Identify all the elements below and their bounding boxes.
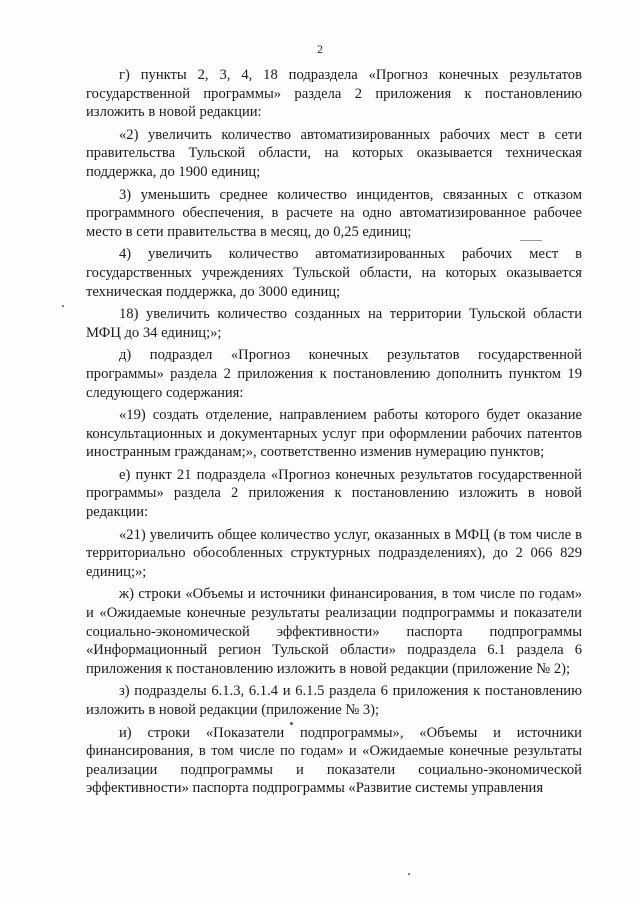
paragraph-item-21: «21) увеличить общее количество услуг, оказанных в МФЦ (в том числе в территориально обособленных структурных подразделениях), до 2 066 829 единиц;»; xyxy=(86,526,582,580)
scan-speck xyxy=(520,240,542,241)
paragraph-zh: ж) строки «Объемы и источники финансирования, в том числе по годам» и «Ожидаемые конечные результаты реализации подпрограммы и показатели социально-экономической эффективности» паспорта подпрограммы «Информационный регион Тульской области» подраздела 6.1 раздела 6 приложения к постановлению изложить в новой редакции (приложение № 2); xyxy=(86,586,582,677)
paragraph-z: з) подразделы 6.1.3, 6.1.4 и 6.1.5 раздела 6 приложения к постановлению изложить в новой редакции (приложение № 3); xyxy=(86,683,582,718)
paragraph-i: и) строки «Показатели подпрограммы», «Объемы и источники финансирования, в том числе по годам» и «Ожидаемые конечные результаты реализации подпрограммы и показатели социально-экономической эффективности» паспорта подпрограммы «Развитие системы управления xyxy=(86,724,582,797)
document-body xyxy=(86,66,582,802)
scan-speck xyxy=(290,722,293,725)
scan-speck xyxy=(408,873,410,875)
paragraph-d: д) подраздел «Прогноз конечных результатов государственной программы» раздела 2 приложения к постановлению дополнить пунктом 19 следующего содержания: xyxy=(86,347,582,401)
paragraph-item-18: 18) увеличить количество созданных на территории Тульской области МФЦ до 34 единиц;»; xyxy=(86,306,582,341)
paragraph-item-4: 4) увеличить количество автоматизированных рабочих мест в государственных учреждениях Тульской области, на которых оказывается техническая поддержка, до 3000 единиц; xyxy=(86,246,582,300)
paragraph-item-3: 3) уменьшить среднее количество инцидентов, связанных с отказом программного обеспечения, в расчете на одно автоматизированное рабочее место в сети правительства в месяц, до 0,25 единиц; xyxy=(86,186,582,240)
page-number: 2 xyxy=(317,42,323,56)
paragraph-item-19: «19) создать отделение, направлением работы которого будет оказание консультационных и документарных услуг при оформлении рабочих патентов иностранным гражданам;», соответственно изменив нумерацию пунктов; xyxy=(86,407,582,461)
scan-speck xyxy=(62,305,64,307)
paragraph-g: г) пункты 2, 3, 4, 18 подраздела «Прогноз конечных результатов государственной программы» раздела 2 приложения к постановлению изложить в новой редакции: xyxy=(86,67,582,121)
paragraph-e: е) пункт 21 подраздела «Прогноз конечных результатов государственной программы» раздела 2 приложения к постановлению изложить в новой редакции: xyxy=(86,466,582,521)
paragraph-item-2: «2) увеличить количество автоматизированных рабочих мест в сети правительства Тульской области, на которых оказывается техническая поддержка, до 1900 единиц; xyxy=(86,126,582,180)
